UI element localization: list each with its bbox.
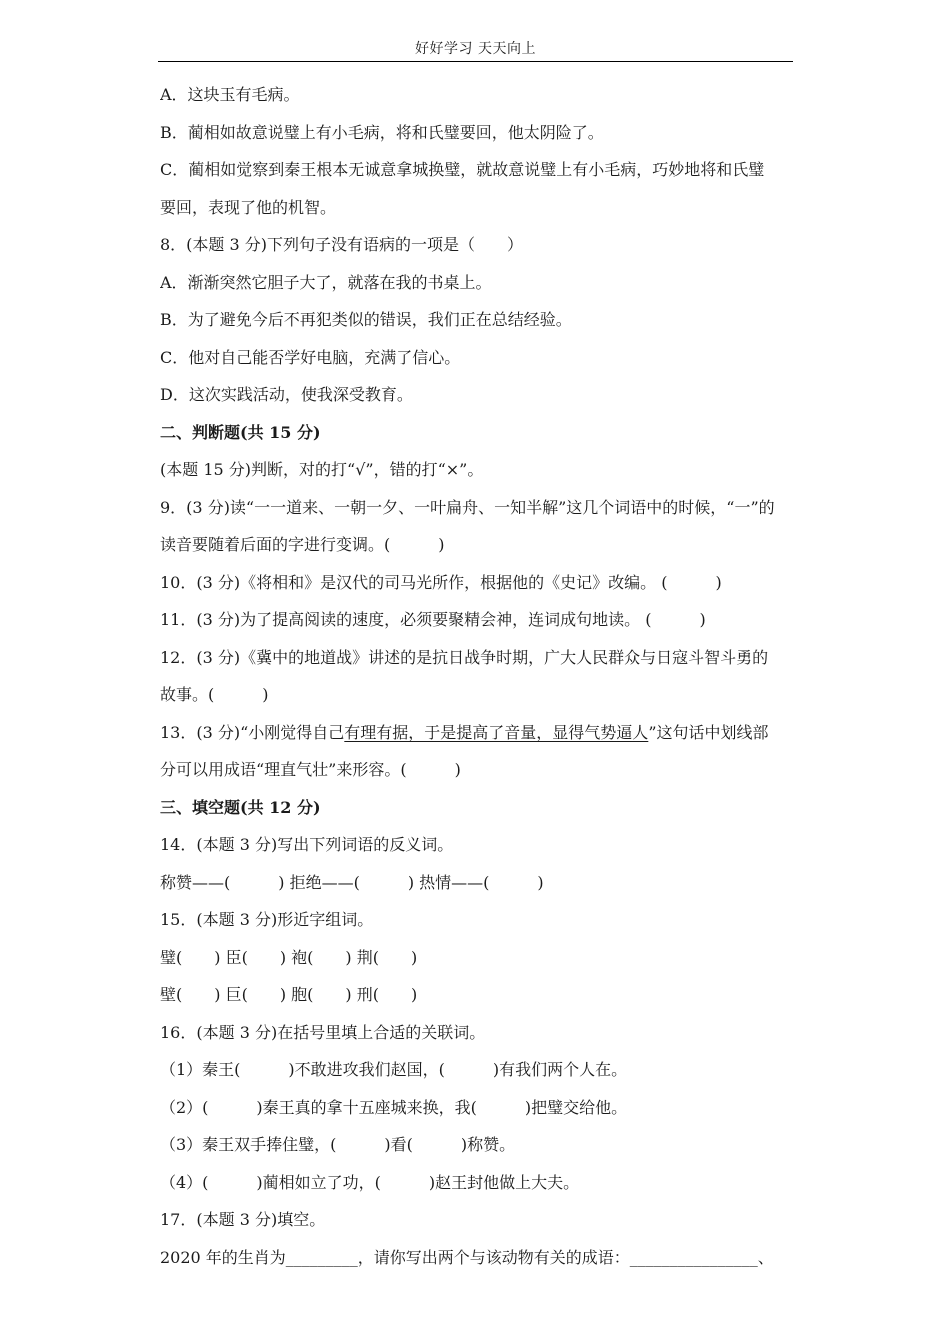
q7-option-c-cont: 要回，表现了他的机智。 [160, 197, 337, 217]
q15-stem: 15．(本题 3 分)形近字组词。 [160, 910, 374, 929]
q9-stem: 9．(3 分)读“一一道来、一朝一夕、一叶扁舟、一知半解”这几个词语中的时候，“一”的 [160, 497, 775, 517]
q15-row-1: 璧( ) 臣( ) 袍( ) 荆( ) [160, 947, 418, 967]
q11-stem: 11．(3 分)为了提高阅读的速度，必须要聚精会神，连词成句地读。 ( ) [160, 610, 706, 629]
q13-stem [160, 714, 794, 752]
q10-stem: 10．(3 分)《将相和》是汉代的司马光所作，根据他的《史记》改编。 ( ) [160, 572, 722, 592]
q16-item-2: （2）( )秦王真的拿十五座城来换，我( )把璧交给他。 [160, 1097, 628, 1117]
q16-item-4: （4）( )蔺相如立了功，( )赵王封他做上大夫。 [160, 1172, 580, 1192]
q13-underlined-phrase: 有理有据，于是提高了音量，显得气势逼人 [344, 722, 649, 742]
q13-stem-start: 13．(3 分)“小刚觉得自己 [160, 722, 345, 742]
q12-stem-cont: 故事。( ) [160, 685, 269, 704]
q14-stem: 14．(本题 3 分)写出下列词语的反义词。 [160, 835, 454, 854]
q17-fill: 2020 年的生肖为_________，请你写出两个与该动物有关的成语：________________、 [160, 1247, 774, 1267]
q15-row-2: 壁( ) 巨( ) 胞( ) 刑( ) [160, 985, 418, 1004]
q7-option-c: C．蔺相如觉察到秦王根本无诚意拿城换璧，就故意说璧上有小毛病，巧妙地将和氏璧 [160, 160, 765, 179]
q14-blanks: 称赞——( ) 拒绝——( ) 热情——( ) [160, 872, 544, 892]
q8-option-b: B．为了避免今后不再犯类似的错误，我们正在总结经验。 [160, 310, 572, 329]
page-header: 好好学习 天天向上 [415, 41, 536, 57]
q16-item-3: （3）秦王双手捧住璧，( )看( )称赞。 [160, 1135, 516, 1154]
q7-option-a: A．这块玉有毛病。 [160, 85, 300, 104]
section-2-instructions: (本题 15 分)判断，对的打“√”，错的打“×”。 [160, 460, 484, 479]
q7-option-b: B．蔺相如故意说璧上有小毛病，将和氏璧要回，他太阴险了。 [160, 122, 604, 142]
q9-stem-cont: 读音要随着后面的字进行变调。( ) [160, 535, 445, 554]
header-divider [158, 61, 793, 62]
q8-option-c: C．他对自己能否学好电脑，充满了信心。 [160, 347, 461, 367]
section-2-heading: 二、判断题(共 15 分) [160, 422, 321, 442]
q17-stem: 17．(本题 3 分)填空。 [160, 1210, 326, 1229]
q16-item-1: （1）秦王( )不敢进攻我们赵国，( )有我们两个人在。 [160, 1060, 628, 1079]
q8-option-d: D．这次实践活动，使我深受教育。 [160, 385, 413, 404]
q8-stem: 8．(本题 3 分)下列句子没有语病的一项是（ ） [160, 235, 524, 254]
q13-stem-end: ”这句话中划线部 [648, 722, 769, 742]
section-3-heading: 三、填空题(共 12 分) [160, 797, 321, 817]
exam-content [160, 76, 794, 1276]
q16-stem: 16．(本题 3 分)在括号里填上合适的关联词。 [160, 1022, 486, 1042]
q13-stem-cont: 分可以用成语“理直气壮”来形容。( ) [160, 760, 461, 779]
q12-stem: 12．(3 分)《冀中的地道战》讲述的是抗日战争时期，广大人民群众与日寇斗智斗勇的 [160, 647, 769, 667]
q8-option-a: A．渐渐突然它胆子大了，就落在我的书桌上。 [160, 272, 492, 292]
